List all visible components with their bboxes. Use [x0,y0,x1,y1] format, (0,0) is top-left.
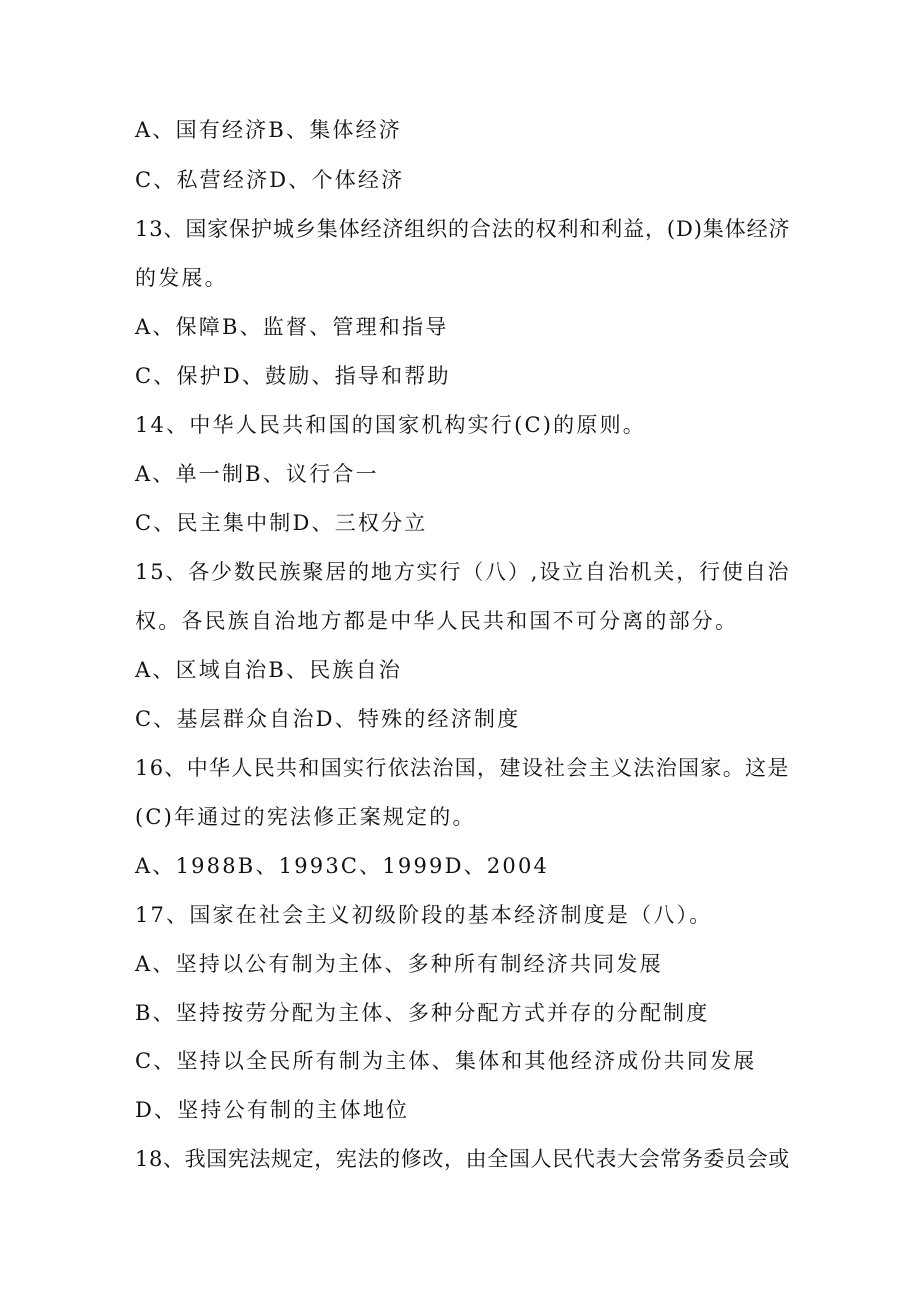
question-14-line-1: 14、中华人民共和国的国家机构实行(C)的原则。 [135,413,646,437]
option-line-q16: A、1988B、1993C、1999D、2004 [135,854,550,878]
option-line-q12-ab: A、国有经济B、集体经济 [135,118,402,142]
option-line-q17-c: C、坚持以全民所有制为主体、集体和其他经济成份共同发展 [135,1049,757,1073]
option-line-q17-d: D、坚持公有制的主体地位 [135,1098,410,1122]
option-line-q17-a: A、坚持以公有制为主体、多种所有制经济共同发展 [135,952,663,976]
option-line-q13-cd: C、保护D、鼓励、指导和帮助 [135,364,451,388]
option-line-q15-ab: A、区域自治B、民族自治 [135,658,402,682]
option-line-q12-cd: C、私营经济D、个体经济 [135,168,405,192]
question-13-line-1: 13、国家保护城乡集体经济组织的合法的权利和利益，(D)集体经济 [135,217,791,241]
question-18-line-1: 18、我国宪法规定，宪法的修改，由全国人民代表大会常务委员会或 [135,1147,790,1171]
question-16-line-2: (C)年通过的宪法修正案规定的。 [135,805,476,829]
option-line-q13-ab: A、保障B、监督、管理和指导 [135,315,449,339]
question-15-line-1: 15、各少数民族聚居的地方实行（八）,设立自治机关，行使自治 [135,560,791,584]
option-line-q14-cd: C、民主集中制D、三权分立 [135,511,428,535]
question-16-line-1: 16、中华人民共和国实行依法治国，建设社会主义法治国家。这是 [135,756,790,780]
option-line-q17-b: B、坚持按劳分配为主体、多种分配方式并存的分配制度 [135,1001,710,1025]
question-15-line-2: 权。各民族自治地方都是中华人民共和国不可分离的部分。 [135,609,739,633]
question-17-line-1: 17、国家在社会主义初级阶段的基本经济制度是（八）。 [135,903,713,927]
question-13-line-2: 的发展。 [135,266,228,290]
option-line-q15-cd: C、基层群众自治D、特殊的经济制度 [135,707,521,731]
option-line-q14-ab: A、单一制B、议行合一 [135,462,379,486]
